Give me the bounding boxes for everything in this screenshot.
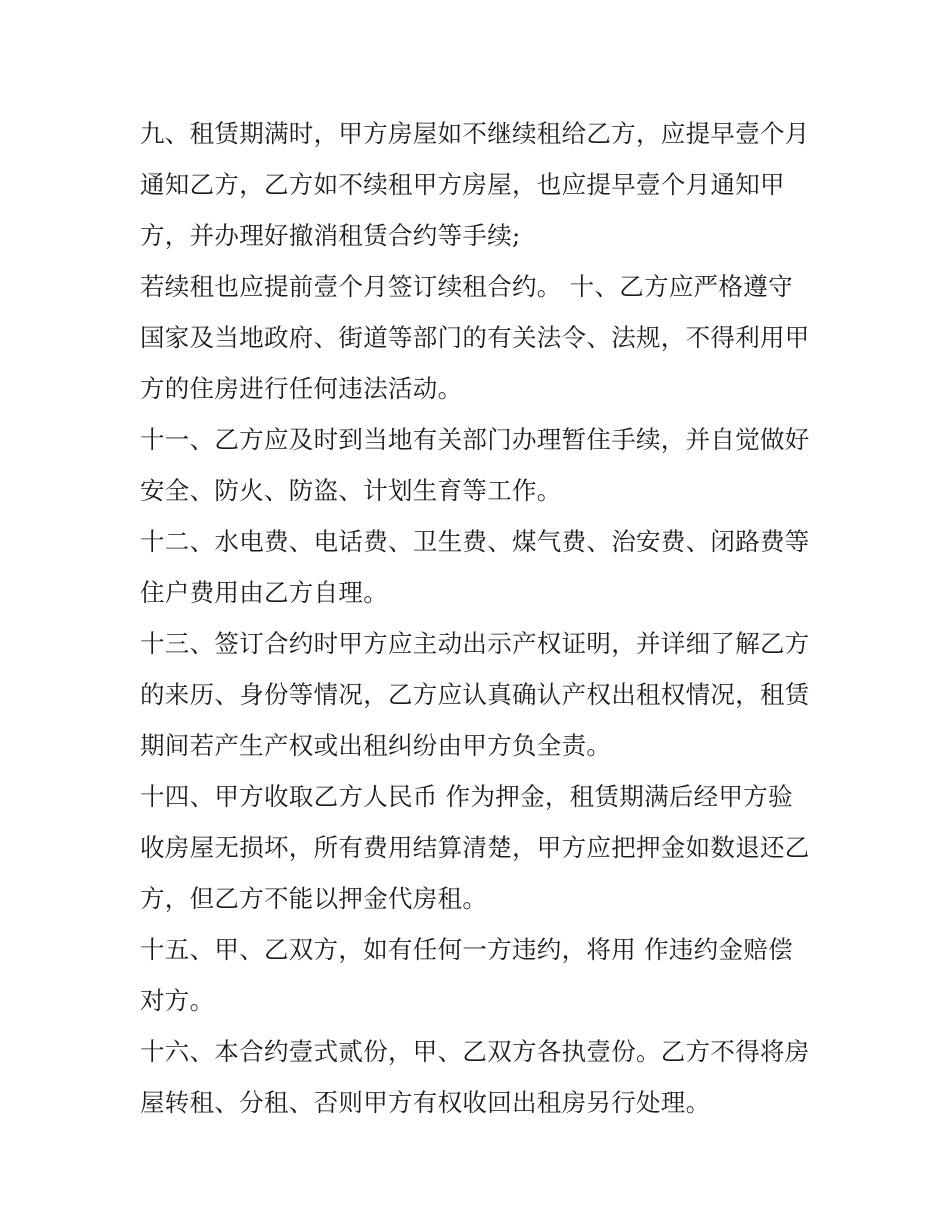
- clause-13-paragraph: [140, 618, 820, 771]
- text-line: 十五、甲、乙双方，如有任何一方违约，将用 作违约金赔偿: [140, 935, 793, 964]
- document-body: [140, 108, 820, 1128]
- text-line: 的来历、身份等情况，乙方应认真确认产权出租权情况，租赁: [140, 680, 810, 709]
- text-line: 国家及当地政府、街道等部门的有关法令、法规，不得利用甲: [140, 323, 810, 352]
- clause-9-paragraph: [140, 108, 820, 261]
- text-line: 九、租赁期满时，甲方房屋如不继续租给乙方，应提早壹个月: [140, 119, 810, 148]
- text-line: 对方。: [140, 986, 215, 1015]
- text-line: 十六、本合约壹式贰份，甲、乙双方各执壹份。乙方不得将房: [140, 1037, 810, 1066]
- clause-14-paragraph: [140, 771, 820, 924]
- text-line: 方，并办理好撤消租赁合约等手续;: [140, 221, 521, 250]
- text-line: 收房屋无损坏，所有费用结算清楚，甲方应把押金如数退还乙: [140, 833, 810, 862]
- text-line: 方的住房进行任何违法活动。: [140, 374, 463, 403]
- text-line: 十四、甲方收取乙方人民币 作为押金，租赁期满后经甲方验: [140, 782, 793, 811]
- clause-16-paragraph: [140, 1026, 820, 1128]
- text-line: 安全、防火、防盗、计划生育等工作。: [140, 476, 562, 505]
- text-line: 十二、水电费、电话费、卫生费、煤气费、治安费、闭路费等: [140, 527, 810, 556]
- text-line: 期间若产生产权或出租纠纷由甲方负全责。: [140, 731, 612, 760]
- text-line: 通知乙方，乙方如不续租甲方房屋，也应提早壹个月通知甲: [140, 170, 785, 199]
- clause-11-paragraph: [140, 414, 820, 516]
- text-line: 方，但乙方不能以押金代房租。: [140, 884, 488, 913]
- text-line: 若续租也应提前壹个月签订续租合约。 十、乙方应严格遵守: [140, 272, 793, 301]
- text-line: 十三、签订合约时甲方应主动出示产权证明，并详细了解乙方: [140, 629, 810, 658]
- clause-12-paragraph: [140, 516, 820, 618]
- clause-10-paragraph: [140, 261, 820, 414]
- clause-15-paragraph: [140, 924, 820, 1026]
- text-line: 屋转租、分租、否则甲方有权收回出租房另行处理。: [140, 1088, 711, 1117]
- text-line: 住户费用由乙方自理。: [140, 578, 388, 607]
- text-line: 十一、乙方应及时到当地有关部门办理暂住手续，并自觉做好: [140, 425, 810, 454]
